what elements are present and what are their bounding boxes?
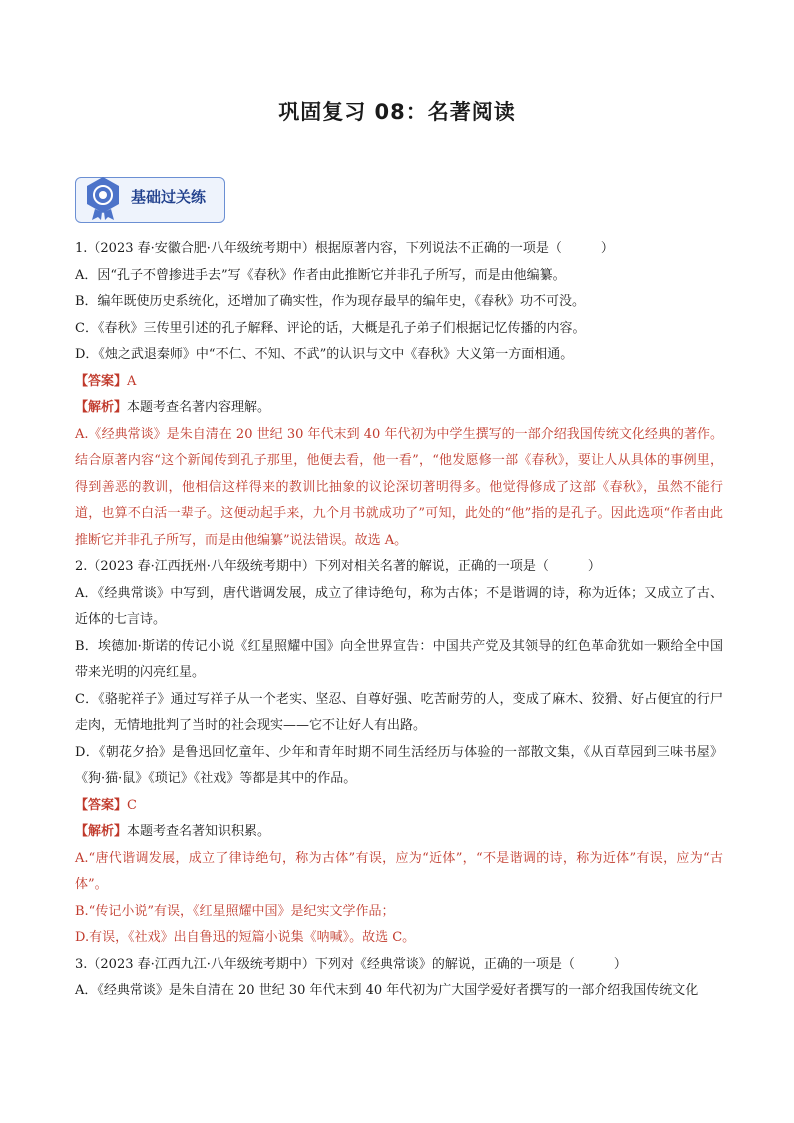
analysis-tag: 【解析】 [75,400,128,415]
q1-option-a: A．因“孔子不曾掺进手去”写《春秋》作者由此推断它并非孔子所写，而是由他编纂。 [75,267,566,283]
q1-analysis-body: A.《经典常谈》是朱自清在 20 世纪 30 年代末到 40 年代初为中学生撰写的一部介绍我国传统文化经典的著作。结合原著内容“这个新闻传到孔子那里，他便去看，他一看”，“他发愿修一部《春秋》，要让人从具体的事例里，得到善恶的教训，他相信这样得来的教训比抽象的议论深切著明得多。他觉得修成了这部《春秋》，虽然不能行道，也算不白活一辈子。这便动起手来，九个月书就成功了”可知，此处的“他”指的是孔子。因此选项“作者由此推断它并非孔子所写，而是由他编纂”说法错误。故选 A。 [75,426,723,548]
q3-stem: 3.（2023 春·江西九江·八年级统考期中）下列对《经典常谈》的解说，正确的一项是（ ） [75,956,627,972]
badge-label: 基础过关练 [131,188,207,206]
q2-option-b: B．埃德加·斯诺的传记小说《红星照耀中国》向全世界宣告：中国共产党及其领导的红色革命犹如一颗给全中国带来光明的闪亮红星。 [75,638,723,680]
medal-icon [83,175,123,221]
q2-answer [75,793,723,820]
q2-analysis-a: A.“唐代谐调发展，成立了律诗绝句，称为古体”有误，应为“近体”，“不是谐调的诗，称为近体”有误，应为“古体”。 [75,850,723,892]
question-list [75,236,723,1005]
q2-analysis-d: D.有误，《社戏》出自鲁迅的短篇小说集《呐喊》。故选 C。 [75,930,416,945]
q1-option-c: C．《春秋》三传里引述的孔子解释、评论的话，大概是孔子弟子们根据记忆传播的内容。 [75,320,586,336]
q2-option-c: C．《骆驼祥子》通过写祥子从一个老实、坚忍、自尊好强、吃苦耐劳的人，变成了麻木、狡猾、好占便宜的行尸走肉，无情地批判了当时的社会现实——它不让好人有出路。 [75,691,723,733]
section-badge [75,173,225,225]
answer-value: C [127,797,137,813]
q1-answer [75,369,723,396]
q2-option-d: D．《朝花夕拾》是鲁迅回忆童年、少年和青年时期不同生活经历与体验的一部散文集，《从百草园到三味书屋》《狗·猫·鼠》《琐记》《社戏》等都是其中的作品。 [75,744,723,786]
q1-analysis-intro [75,395,723,422]
q3-option-a: A．《经典常谈》是朱自清在 20 世纪 30 年代末到 40 年代初为广大国学爱好者撰写的一部介绍我国传统文化 [75,983,699,998]
q1-stem: 1.（2023 春·安徽合肥·八年级统考期中）根据原著内容，下列说法不正确的一项是（ ） [75,241,614,256]
q1-option-b: B．编年既使历史系统化，还增加了确实性，作为现存最早的编年史，《春秋》功不可没。 [75,294,586,309]
q2-stem: 2.（2023 春·江西抚州·八年级统考期中）下列对相关名著的解说，正确的一项是（ ） [75,559,601,574]
analysis-intro: 本题考查名著内容理解。 [127,400,271,415]
answer-tag: 【答案】 [75,373,128,389]
page-title: 巩固复习 08：名著阅读 [278,100,516,124]
answer-value: A [127,373,137,389]
answer-tag: 【答案】 [75,797,128,813]
analysis-tag: 【解析】 [75,824,128,839]
q2-analysis-intro [75,819,723,846]
q2-option-a: A．《经典常谈》中写到，唐代谐调发展，成立了律诗绝句，称为古体；不是谐调的诗，称为近体；又成立了古、近体的七言诗。 [75,585,723,627]
q2-analysis-b: B.“传记小说”有误，《红星照耀中国》是纪实文学作品； [75,903,395,919]
analysis-intro: 本题考查名著知识积累。 [127,824,271,839]
q1-option-d: D．《烛之武退秦师》中“不仁、不知、不武”的认识与文中《春秋》大义第一方面相通。 [75,347,574,362]
